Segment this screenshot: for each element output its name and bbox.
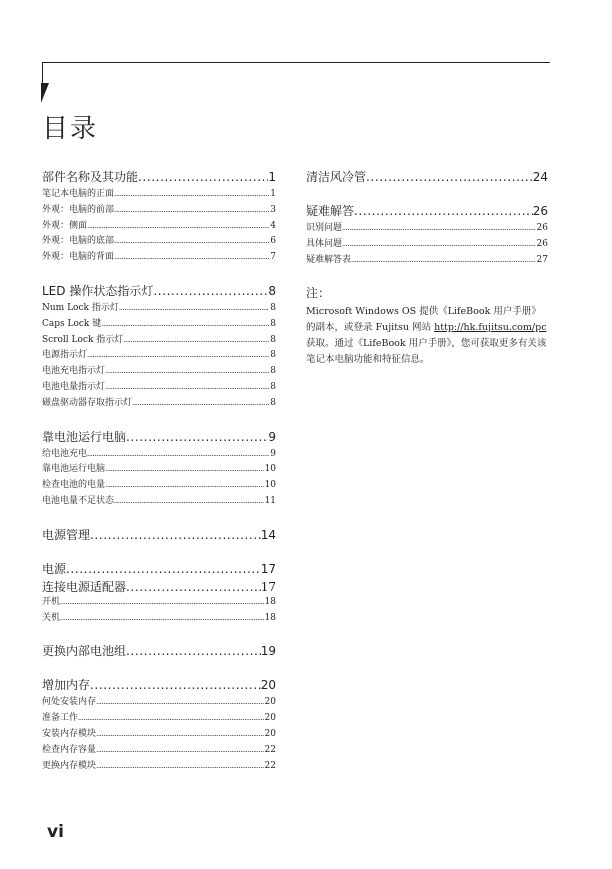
toc-entry-page-number: 9	[270, 448, 276, 459]
dot-leader	[114, 187, 269, 203]
toc-heading-page-number: 1	[268, 170, 276, 184]
dot-leader	[114, 234, 269, 250]
toc-entry-page-number: 18	[264, 596, 276, 607]
toc-entry-label: 检查电池的电量	[42, 480, 106, 491]
toc-entry[interactable]	[42, 611, 276, 627]
dot-leader	[114, 203, 269, 219]
toc-heading[interactable]	[42, 168, 276, 186]
toc-entry[interactable]	[42, 333, 276, 349]
toc-heading-label: 增加内存	[42, 678, 91, 693]
toc-entry-page-number: 22	[264, 744, 276, 755]
note-title: 注：	[306, 286, 331, 301]
toc-entry[interactable]	[42, 447, 276, 463]
toc-heading-page-number: 19	[260, 644, 276, 659]
toc-entry-label: 靠电池运行电脑	[42, 464, 106, 475]
toc-section	[42, 642, 276, 660]
header-rule-side	[42, 62, 43, 84]
toc-section	[42, 676, 276, 774]
toc-entry-page-number: 7	[270, 252, 276, 263]
toc-entry-label: 外观：电脑的背面	[42, 252, 115, 263]
toc-entry[interactable]	[42, 711, 276, 727]
toc-heading-page-number: 8	[268, 283, 276, 298]
toc-entry-label: 外观：侧面	[42, 220, 88, 231]
dot-leader	[87, 348, 269, 364]
toc-entry-label: Caps Lock 键	[42, 318, 102, 329]
toc-heading-page-number: 26	[532, 204, 548, 218]
dot-leader	[114, 250, 269, 266]
toc-entry-label: 何处安装内存	[42, 697, 97, 708]
dot-leader	[96, 727, 264, 743]
dot-leader	[87, 219, 269, 235]
toc-entry-label: 笔记本电脑的正面	[42, 189, 115, 199]
toc-entry[interactable]	[42, 695, 276, 711]
toc-entry[interactable]	[42, 727, 276, 743]
dot-leader	[90, 676, 261, 694]
toc-entry[interactable]	[42, 187, 276, 203]
page-number: vi	[47, 822, 64, 842]
dot-leader	[114, 494, 264, 510]
toc-entry[interactable]	[42, 203, 276, 219]
toc-entry-page-number: 10	[264, 464, 276, 475]
toc-entry-label: 准备工作	[42, 713, 79, 724]
toc-entry-page-number: 8	[270, 302, 276, 313]
toc-entry[interactable]	[306, 237, 548, 253]
toc-entry-page-number: 20	[264, 697, 276, 708]
dot-leader	[105, 478, 264, 494]
dot-leader	[354, 202, 533, 220]
toc-entry-page-number: 8	[270, 366, 276, 377]
dot-leader	[351, 253, 536, 269]
toc-entry[interactable]	[42, 759, 276, 775]
dot-leader	[105, 380, 269, 396]
toc-entry-label: 给电池充电	[42, 448, 88, 459]
toc-heading-label: 部件名称及其功能	[42, 170, 139, 184]
toc-entry-page-number: 1	[270, 189, 276, 199]
dot-leader	[123, 333, 269, 349]
fujitsu-website-link[interactable]: http://hk.fujitsu.com/pc	[434, 322, 547, 334]
note-text-continued: 获取。通过《LifeBook 用户手册》，您可获取更多有关该笔记本电脑功能和特征信息。	[306, 338, 547, 366]
toc-entry-page-number: 10	[264, 480, 276, 491]
toc-section	[306, 168, 548, 186]
toc-entry-label: 磁盘驱动器存取指示灯	[42, 397, 133, 408]
toc-entry-page-number: 26	[536, 238, 548, 249]
toc-heading-page-number: 14	[260, 527, 276, 542]
toc-heading[interactable]	[42, 560, 276, 578]
toc-entry-label: 安装内存模块	[42, 728, 97, 739]
dot-leader	[90, 526, 261, 544]
page-title: 目录	[42, 114, 99, 144]
toc-heading-page-number: 17	[260, 561, 276, 576]
dot-leader	[119, 301, 269, 317]
toc-entry-page-number: 17	[260, 579, 276, 594]
toc-entry-page-number: 8	[270, 397, 276, 408]
toc-entry-label: 检查内存容量	[42, 744, 97, 755]
toc-entry[interactable]	[42, 380, 276, 396]
header-tab-marker	[41, 83, 49, 103]
toc-entry-label: Num Lock 指示灯	[42, 302, 119, 313]
toc-entry[interactable]	[42, 595, 276, 611]
toc-heading[interactable]	[42, 676, 276, 694]
toc-entry-label: 电池充电指示灯	[42, 366, 106, 377]
toc-heading-label: LED 操作状态指示灯	[42, 283, 154, 298]
toc-entry[interactable]	[42, 579, 276, 595]
dot-leader	[126, 579, 261, 595]
dot-leader	[126, 428, 268, 446]
dot-leader	[138, 168, 268, 186]
dot-leader	[342, 221, 536, 237]
toc-entry[interactable]	[306, 253, 548, 269]
toc-right-column	[306, 168, 548, 368]
toc-entry[interactable]	[42, 478, 276, 494]
toc-entry-page-number: 8	[270, 381, 276, 392]
toc-entry[interactable]	[42, 250, 276, 266]
toc-section	[42, 282, 276, 412]
toc-heading[interactable]	[306, 202, 548, 220]
toc-section	[42, 428, 276, 510]
dot-leader	[126, 642, 261, 660]
dot-leader	[105, 462, 264, 478]
toc-section	[42, 526, 276, 544]
dot-leader	[342, 237, 536, 253]
toc-section	[42, 560, 276, 627]
toc-entry[interactable]	[42, 234, 276, 250]
dot-leader	[96, 695, 264, 711]
toc-entry[interactable]	[42, 743, 276, 759]
toc-entry-label: 更换内存模块	[42, 760, 97, 771]
toc-entry-page-number: 20	[264, 713, 276, 724]
toc-heading[interactable]	[42, 642, 276, 660]
toc-section	[42, 168, 276, 266]
toc-entry-page-number: 26	[536, 223, 548, 233]
dot-leader	[105, 364, 269, 380]
toc-heading[interactable]	[42, 428, 276, 446]
toc-entry-label: 关机	[42, 612, 61, 623]
dot-leader	[87, 447, 269, 463]
note-text: Microsoft Windows OS 提供《LifeBook 用户手册》的副本，或登录 Fujitsu 网站	[306, 306, 541, 334]
toc-entry-label: 电池电量不足状态	[42, 495, 115, 506]
toc-entry-page-number: 8	[270, 318, 276, 329]
note-body	[306, 304, 548, 368]
dot-leader	[60, 595, 264, 611]
dot-leader	[153, 282, 268, 300]
toc-entry-page-number: 8	[270, 350, 276, 361]
toc-heading[interactable]	[42, 282, 276, 300]
toc-entry-label: Scroll Lock 指示灯	[42, 334, 124, 345]
toc-entry[interactable]	[42, 301, 276, 317]
toc-entry[interactable]	[42, 494, 276, 510]
dot-leader	[366, 168, 533, 186]
toc-heading-label: 电源管理	[42, 527, 91, 542]
header-rule	[42, 62, 550, 63]
toc-heading-page-number: 20	[260, 678, 276, 693]
toc-entry[interactable]	[306, 221, 548, 237]
dot-leader	[60, 611, 264, 627]
toc-entry-page-number: 6	[270, 236, 276, 247]
toc-entry-label: 电池电量指示灯	[42, 381, 106, 392]
toc-heading-label: 电源	[42, 561, 67, 576]
toc-heading-label: 清洁风冷管	[306, 170, 367, 184]
toc-entry[interactable]	[42, 396, 276, 412]
toc-entry-label: 疑难解答表	[306, 254, 352, 265]
dot-leader	[96, 759, 264, 775]
toc-heading-page-number: 9	[268, 429, 276, 444]
toc-entry-page-number: 20	[264, 728, 276, 739]
toc-entry[interactable]	[42, 348, 276, 364]
toc-entry-label: 具体问题	[306, 238, 343, 249]
toc-section	[306, 202, 548, 268]
toc-heading-page-number: 24	[532, 170, 548, 184]
toc-entry-page-number: 18	[264, 612, 276, 623]
toc-entry[interactable]	[42, 364, 276, 380]
dot-leader	[96, 743, 264, 759]
toc-entry[interactable]	[42, 462, 276, 478]
dot-leader	[78, 711, 264, 727]
toc-entry-page-number: 11	[264, 495, 276, 506]
toc-entry-label: 外观：电脑的底部	[42, 236, 115, 247]
toc-entry-label: 连接电源适配器	[42, 579, 127, 594]
toc-entry-page-number: 3	[270, 204, 276, 215]
toc-heading[interactable]	[306, 168, 548, 186]
toc-heading[interactable]	[42, 526, 276, 544]
toc-entry-label: 外观：电脑的前部	[42, 204, 115, 215]
toc-entry-page-number: 4	[270, 220, 276, 231]
dot-leader	[101, 317, 269, 333]
toc-left-column	[42, 168, 276, 790]
toc-entry-page-number: 27	[536, 254, 548, 265]
toc-entry-page-number: 22	[264, 760, 276, 771]
toc-entry-label: 开机	[42, 596, 61, 607]
dot-leader	[132, 396, 269, 412]
toc-entry-label: 电源指示灯	[42, 350, 88, 361]
toc-entry[interactable]	[42, 219, 276, 235]
toc-entry-page-number: 8	[270, 334, 276, 345]
toc-heading-label: 更换内部电池组	[42, 644, 127, 659]
toc-entry[interactable]	[42, 317, 276, 333]
dot-leader	[66, 560, 261, 578]
toc-entry-label: 识别问题	[306, 223, 343, 233]
toc-heading-label: 靠电池运行电脑	[42, 429, 127, 444]
toc-heading-label: 疑难解答	[306, 204, 355, 218]
